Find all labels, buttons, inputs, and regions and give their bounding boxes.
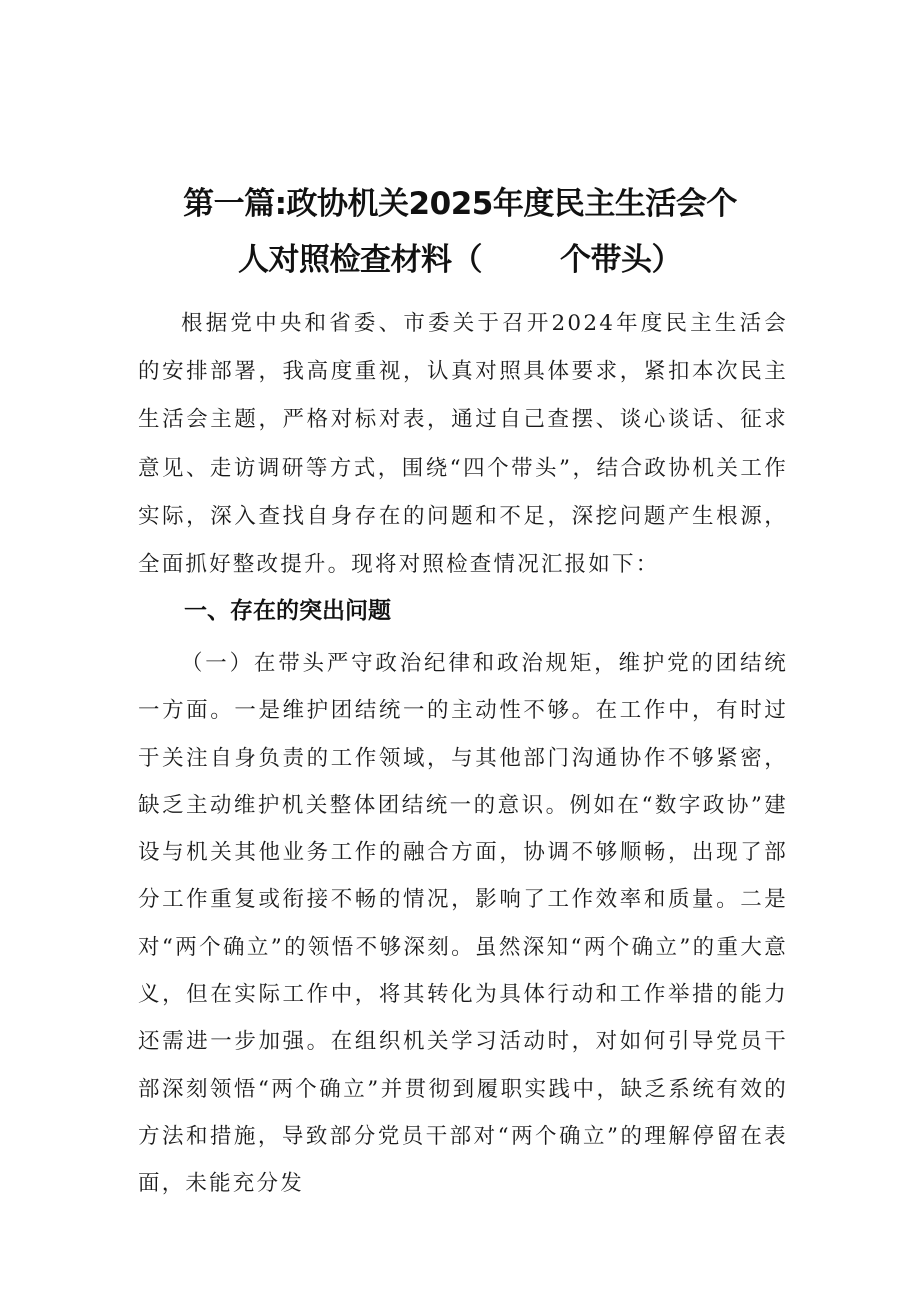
document-title-line-2-right: 个带头） (560, 242, 682, 278)
document-title-line-2-left: 人对照检查材料（ (238, 242, 482, 278)
document-title-line-1: 第一篇:政协机关2025年度民主生活会个 (183, 186, 737, 222)
section-heading: 一、存在的突出问题 (184, 598, 391, 624)
document-title-line-2 (0, 234, 920, 279)
section-paragraph: （一）在带头严守政治纪律和政治规矩，维护党的团结统一方面。一是维护团结统一的主动性不够。在工作中，有时过于关注自身负责的工作领域，与其他部门沟通协作不够紧密，缺乏主动维护机关整体团结统一的意识。例如在“数字政协”建设与机关其他业务工作的融合方面，协调不够顺畅，出现了部分工作重复或衔接不畅的情况，影响了工作效率和质量。二是对“两个确立”的领悟不够深刻。虽然深知“两个确立”的重大意义，但在实际工作中，将其转化为具体行动和工作举措的能力还需进一步加强。在组织机关学习活动时，对如何引导党员干部深刻领悟“两个确立”并贯彻到履职实践中，缺乏系统有效的方法和措施，导致部分党员干部对“两个确立”的理解停留在表面，未能充分发 (138, 651, 788, 1197)
intro-paragraph: 根据党中央和省委、市委关于召开2024年度民主生活会的安排部署，我高度重视，认真对照具体要求，紧扣本次民主生活会主题，严格对标对表，通过自己查摆、谈心谈话、征求意见、走访调研等方式，围绕“四个带头”，结合政协机关工作实际，深入查找自身存在的问题和不足，深挖问题产生根源，全面抓好整改提升。现将对照检查情况汇报如下： (138, 311, 788, 578)
